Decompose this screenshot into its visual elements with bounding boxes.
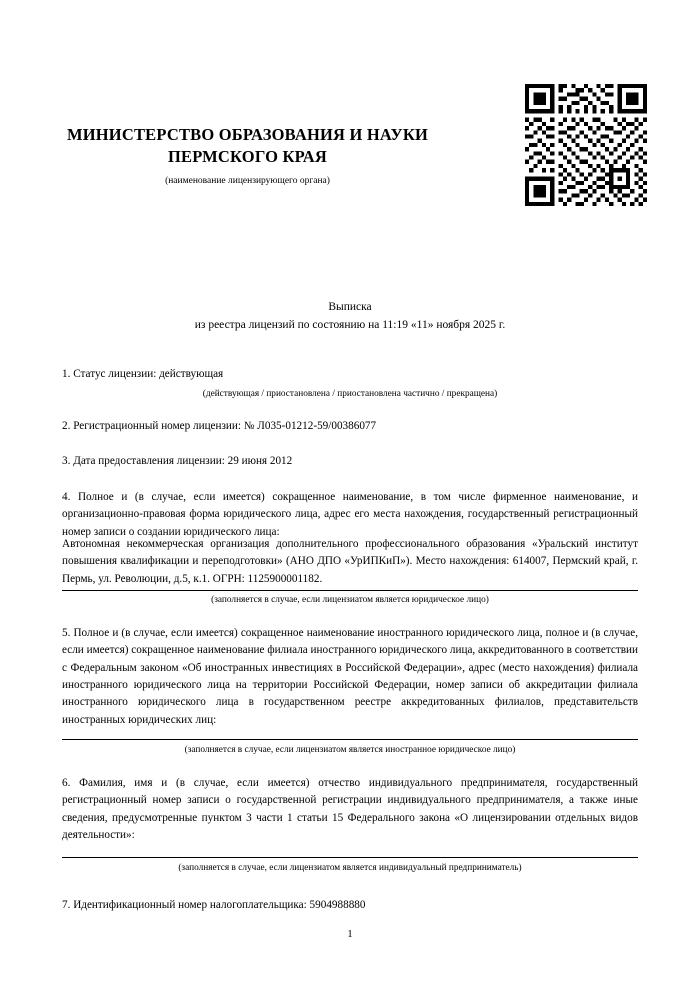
item-5-divider (62, 739, 638, 740)
item-7-text: 7. Идентификационный номер налогоплательщика: 5904988880 (62, 899, 366, 911)
item-2-text: 2. Регистрационный номер лицензии: № Л035-01212-59/00386077 (62, 420, 377, 432)
qr-code-image (525, 84, 647, 206)
document-type-line2: из реестра лицензий по состоянию на 11:19 «11» ноября 2025 г. (194, 319, 506, 332)
item-3-text: 3. Дата предоставления лицензии: 29 июня 2012 (62, 455, 293, 467)
item-1-text: 1. Статус лицензии: действующая (62, 368, 224, 380)
qr-code (525, 84, 647, 206)
document-type (62, 298, 638, 335)
item-5-text: 5. Полное и (в случае, если имеется) сокращенное наименование иностранного юридического лица, полное и (в случае, если имеется) сокращенное наименование филиала иностранного юридического лица, аккредитованного в соответствии с Федеральным законом «Об иностранных инвестициях в Российской Федерации», адрес (место нахождения) филиала иностранного юридического лица на территории Российской Федерации, номер записи об аккредитации филиала иностранного юридического лица в государственном реестре аккредитованных филиалов, представительств иностранных юридических лиц: (62, 627, 638, 726)
document-type-line1: Выписка (328, 301, 372, 313)
item-6-divider (62, 857, 638, 858)
authority-note: (наименование лицензирующего органа) (165, 175, 330, 186)
item-4-text: 4. Полное и (в случае, если имеется) сокращенное наименование, в том числе фирменное наименование, и организационно-правовая форма юридического лица, адрес его места нахождения, государственный регистрационный номер записи о создании юридического лица: (62, 491, 638, 538)
document-header (20, 124, 475, 186)
item-4-divider (62, 590, 638, 591)
item-6-note: (заполняется в случае, если лицензиатом является индивидуальный предприниматель) (178, 863, 522, 873)
item-1-note: (действующая / приостановлена / приостановлена частично / прекращена) (202, 389, 498, 399)
page-number: 1 (347, 928, 353, 940)
authority-name-line2: ПЕРМСКОГО КРАЯ (167, 147, 328, 167)
item-6-text: 6. Фамилия, имя и (в случае, если имеется) отчество индивидуального предпринимателя, государственный регистрационный номер записи о государственной регистрации индивидуального предпринимателя, а также иные сведения, предусмотренные пунктом 3 части 1 статьи 15 Федерального закона «О лицензировании отдельных видов деятельности»: (62, 777, 638, 842)
item-4-value: Автономная некоммерческая организация дополнительного профессионального образования «Уральский институт повышения квалификации и переподготовки» (АНО ДПО «УрИПКиП»). Место нахождения: 614007, Пермский край, г. Пермь, ул. Революции, д.5, к.1. ОГРН: 1125900001182. (62, 538, 638, 585)
item-5-note: (заполняется в случае, если лицензиатом является иностранное юридическое лицо) (184, 745, 516, 755)
item-4-note: (заполняется в случае, если лицензиатом является юридическое лицо) (211, 595, 489, 605)
authority-name-line1: МИНИСТЕРСТВО ОБРАЗОВАНИЯ И НАУКИ (66, 125, 429, 144)
